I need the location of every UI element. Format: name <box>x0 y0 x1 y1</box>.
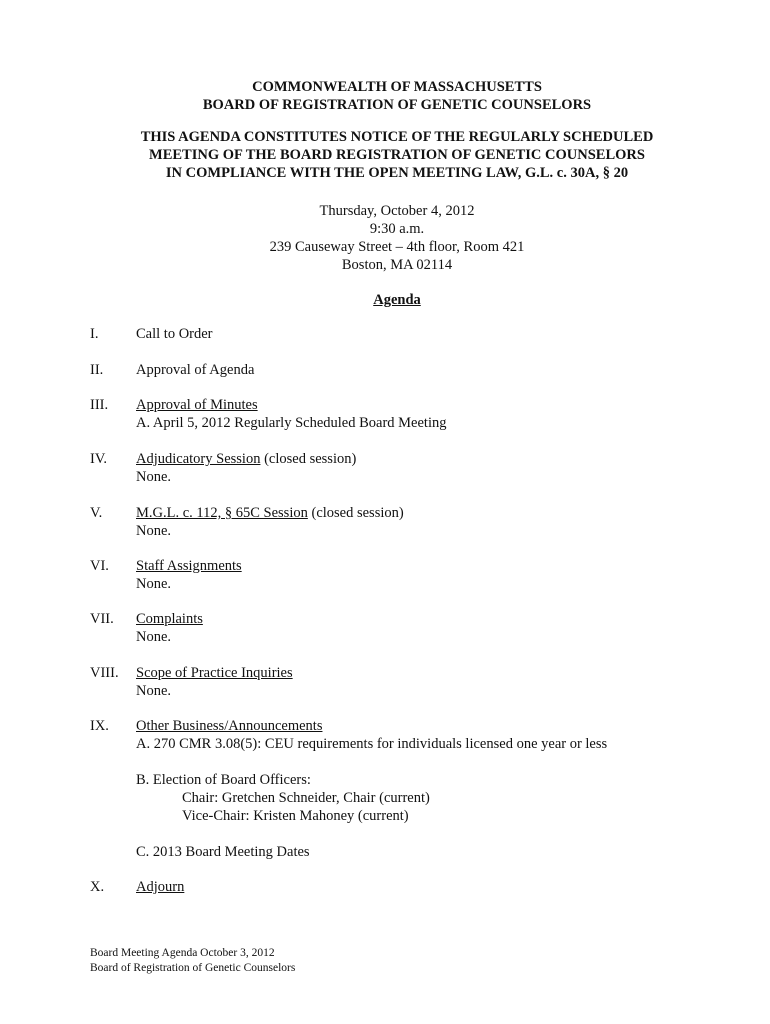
agenda-item-number: VI. <box>90 558 109 574</box>
agenda-item-detail: None. <box>136 629 172 645</box>
footer-line-2: Board of Registration of Genetic Counselors <box>90 962 296 974</box>
agenda-item-number: I. <box>90 326 99 342</box>
header-board-name: BOARD OF REGISTRATION OF GENETIC COUNSELORS <box>202 97 592 113</box>
agenda-item-title: M.G.L. c. 112, § 65C Session <box>136 505 308 521</box>
chair-line: Chair: Gretchen Schneider, Chair (current) <box>182 790 430 806</box>
agenda-item-detail: A. 270 CMR 3.08(5): CEU requirements for individuals licensed one year or less <box>136 736 608 752</box>
agenda-item-title: Approval of Agenda <box>136 362 255 378</box>
agenda-item-suffix: (closed session) <box>307 505 404 521</box>
agenda-item-number: II. <box>90 362 104 378</box>
page-footer <box>90 946 295 976</box>
notice-line-3: IN COMPLIANCE WITH THE OPEN MEETING LAW, G.L. c. 30A, § 20 <box>165 165 629 181</box>
agenda-item-number: VII. <box>90 611 114 627</box>
agenda-item-number: V. <box>90 505 103 521</box>
agenda-item-title: Call to Order <box>136 326 213 342</box>
agenda-item-number: III. <box>90 397 109 413</box>
agenda-item-number: IX. <box>90 718 109 734</box>
meeting-notice <box>0 128 770 182</box>
document-header <box>0 78 770 114</box>
agenda-item-detail: A. April 5, 2012 Regularly Scheduled Board Meeting <box>136 415 447 431</box>
agenda-item-detail: None. <box>136 523 172 539</box>
agenda-item-title: Adjudicatory Session <box>136 451 261 467</box>
meeting-info <box>0 202 770 274</box>
agenda-item-detail: None. <box>136 683 172 699</box>
agenda-item-title: Adjourn <box>136 879 185 895</box>
meeting-time: 9:30 a.m. <box>369 221 425 237</box>
agenda-item-title: Approval of Minutes <box>136 397 258 413</box>
agenda-item-title: Staff Assignments <box>136 558 242 574</box>
agenda-item-detail: None. <box>136 469 172 485</box>
agenda-item-suffix: (closed session) <box>260 451 357 467</box>
notice-line-2: MEETING OF THE BOARD REGISTRATION OF GENETIC COUNSELORS <box>149 147 645 163</box>
notice-line-1: THIS AGENDA CONSTITUTES NOTICE OF THE REGULARLY SCHEDULED <box>140 129 654 145</box>
agenda-item-title: Scope of Practice Inquiries <box>136 665 293 681</box>
meeting-city: Boston, MA 02114 <box>341 257 453 273</box>
meeting-address: 239 Causeway Street – 4th floor, Room 421 <box>269 239 525 255</box>
agenda-item-number: IV. <box>90 451 108 467</box>
agenda-item-number: VIII. <box>90 665 119 681</box>
meeting-dates-line: C. 2013 Board Meeting Dates <box>136 844 310 860</box>
agenda-item-title: Other Business/Announcements <box>136 718 323 734</box>
vice-chair-line: Vice-Chair: Kristen Mahoney (current) <box>182 808 409 824</box>
meeting-date: Thursday, October 4, 2012 <box>319 203 475 219</box>
agenda-item-detail: None. <box>136 576 172 592</box>
agenda-title: Agenda <box>373 292 421 308</box>
agenda-item-title: Complaints <box>136 611 203 627</box>
header-commonwealth: COMMONWEALTH OF MASSACHUSETTS <box>252 79 542 95</box>
footer-line-1: Board Meeting Agenda October 3, 2012 <box>90 947 275 959</box>
agenda-item-number: X. <box>90 879 105 895</box>
election-heading: B. Election of Board Officers: <box>136 772 311 788</box>
